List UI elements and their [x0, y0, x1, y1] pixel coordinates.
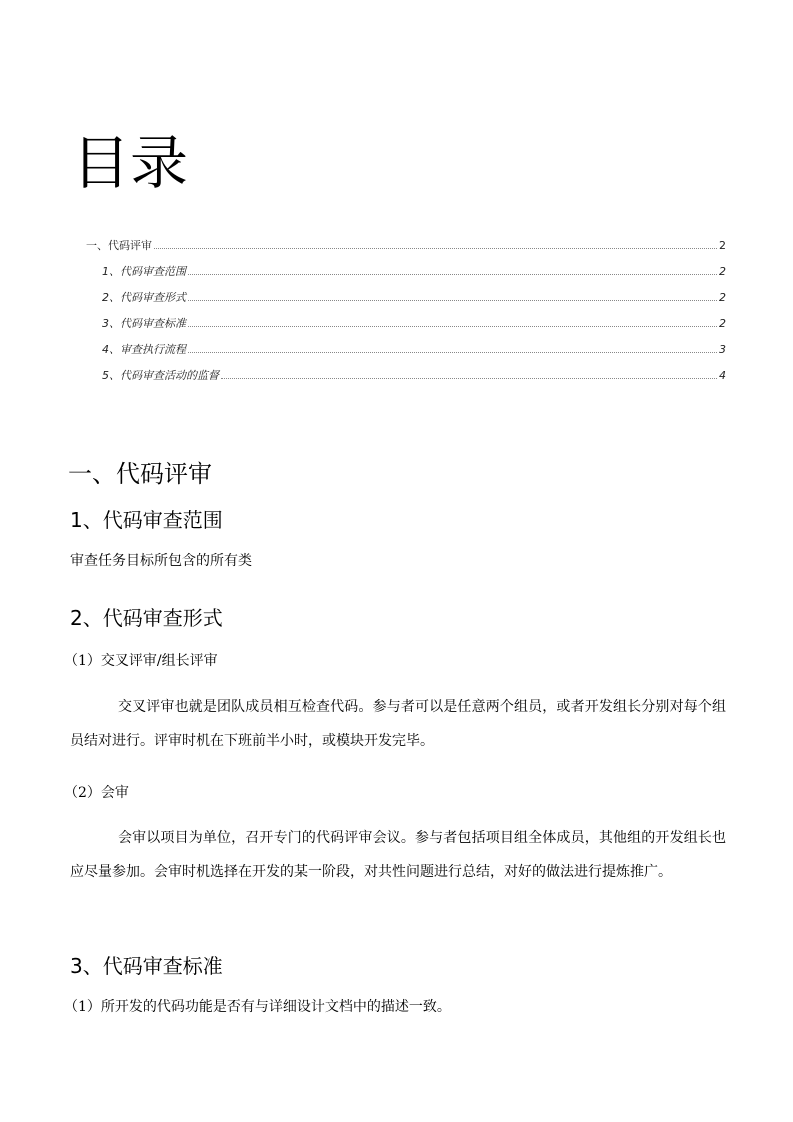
toc-entry-page: 2 — [719, 265, 726, 278]
toc-leader-dots — [188, 326, 717, 327]
toc-entry-page: 2 — [719, 291, 726, 304]
toc-entry-label: 4、审查执行流程 — [102, 343, 186, 356]
toc-entry[interactable] — [102, 315, 726, 331]
toc-entry-label: 一、代码评审 — [86, 239, 152, 252]
section-2-item-2: （2）会审 — [64, 785, 129, 801]
toc-leader-dots — [221, 378, 717, 379]
toc-entry[interactable] — [102, 367, 726, 383]
toc-entry-label: 5、代码审查活动的监督 — [102, 369, 219, 382]
toc-entry-label: 1、代码审查范围 — [102, 265, 186, 278]
heading-1: 一、代码评审 — [68, 460, 212, 488]
toc-entry-page: 4 — [719, 369, 726, 382]
toc-leader-dots — [188, 274, 717, 275]
toc-entry[interactable] — [102, 263, 726, 279]
toc-entry-page: 2 — [719, 239, 726, 252]
toc-entry-label: 3、代码审查标准 — [102, 317, 186, 330]
toc-entry-page: 2 — [719, 317, 726, 330]
toc-entry-label: 2、代码审查形式 — [102, 291, 186, 304]
section-1-heading: 1、代码审查范围 — [70, 508, 223, 532]
toc-leader-dots — [188, 300, 717, 301]
toc-entry[interactable] — [86, 237, 726, 253]
toc-entry-page: 3 — [719, 343, 726, 356]
section-2-paragraph-1: 交叉评审也就是团队成员相互检查代码。参与者可以是任意两个组员，或者开发组长分别对每个组员结对进行。评审时机在下班前半小时，或模块开发完毕。 — [70, 699, 726, 749]
toc-title: 目录 — [72, 129, 189, 197]
section-2-paragraph-2: 会审以项目为单位，召开专门的代码评审会议。参与者包括项目组全体成员，其他组的开发组长也应尽量参加。会审时机选择在开发的某一阶段，对共性问题进行总结，对好的做法进行提炼推广。 — [70, 830, 726, 880]
toc-leader-dots — [154, 248, 717, 249]
section-2-item-1: （1）交叉评审/组长评审 — [64, 653, 218, 669]
section-1-text: 审查任务目标所包含的所有类 — [70, 553, 252, 569]
toc-entry[interactable] — [102, 341, 726, 357]
section-2-heading: 2、代码审查形式 — [70, 606, 223, 630]
toc-entry[interactable] — [102, 289, 726, 305]
section-3-heading: 3、代码审查标准 — [70, 954, 223, 978]
toc-leader-dots — [188, 352, 717, 353]
section-3-item-1: （1）所开发的代码功能是否有与详细设计文档中的描述一致。 — [64, 999, 451, 1015]
